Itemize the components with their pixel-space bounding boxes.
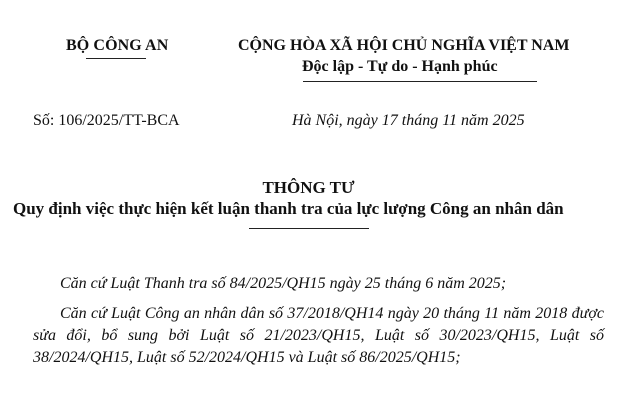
agency-underline: [86, 58, 146, 59]
legal-basis-item: Căn cứ Luật Công an nhân dân số 37/2018/QH14 ngày 20 tháng 11 năm 2018 được sửa đổi, bổ sung bởi Luật số 21/2023/QH15, Luật số 30/2023/QH15, Luật số 38/2024/QH15, Luật số 52/2024/QH15 và Luật số 86/2025/QH15;: [33, 305, 604, 366]
document-number: Số: 106/2025/TT-BCA: [33, 112, 180, 129]
national-title: CỘNG HÒA XÃ HỘI CHỦ NGHĨA VIỆT NAM: [238, 37, 570, 54]
issuing-agency: BỘ CÔNG AN: [66, 37, 169, 54]
national-motto: Độc lập - Tự do - Hạnh phúc: [302, 58, 498, 75]
document-type: THÔNG TƯ: [262, 178, 355, 197]
place-and-date: Hà Nội, ngày 17 tháng 11 năm 2025: [292, 112, 525, 129]
legal-basis-item: Căn cứ Luật Thanh tra số 84/2025/QH15 ngày 25 tháng 6 năm 2025;: [60, 275, 507, 292]
document-subject: Quy định việc thực hiện kết luận thanh tra của lực lượng Công an nhân dân: [13, 199, 564, 218]
motto-underline: [303, 81, 537, 82]
subject-underline: [249, 228, 369, 229]
